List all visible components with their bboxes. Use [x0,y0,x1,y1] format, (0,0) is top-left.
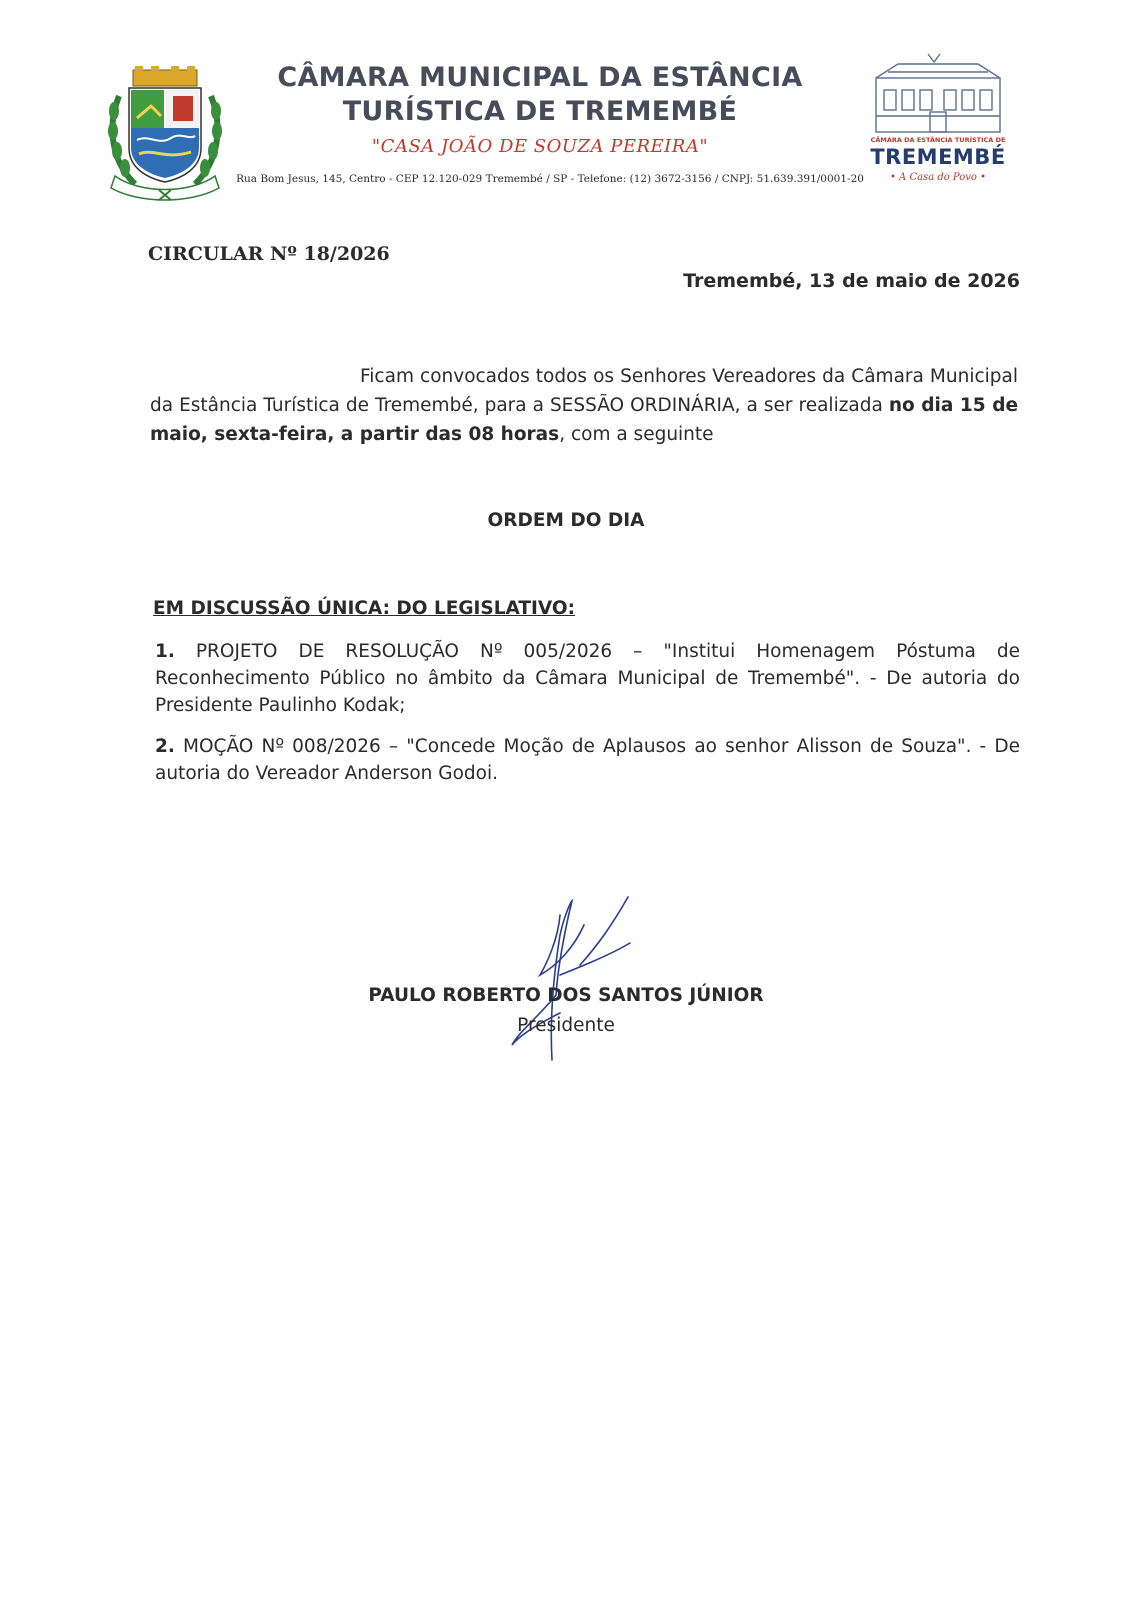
agenda-item-number: 2. [155,736,175,757]
header-title-line2: TURÍSTICA DE TREMEMBÉ [342,96,738,127]
agenda-item-text: PROJETO DE RESOLUÇÃO Nº 005/2026 – "Institui Homenagem Póstuma de Reconhecimento Público no âmbito da Câmara Municipal de Tremembé". - De autoria do Presidente Paulinho Kodak; [155,641,1020,716]
agenda-item-text: MOÇÃO Nº 008/2026 – "Concede Moção de Aplausos ao senhor Alisson de Souza". - De autoria do Vereador Anderson Godoi. [155,736,1020,784]
agenda-title: ORDEM DO DIA [487,510,645,531]
circular-number: CIRCULAR Nº 18/2026 [148,243,390,265]
logo-caption-top: CÂMARA DA ESTÂNCIA TURÍSTICA DE [870,136,1006,144]
header-address: Rua Bom Jesus, 145, Centro - CEP 12.120-029 Tremembé / SP - Telefone: (12) 3672-3156 / CNPJ: 51.639.391/0001-20 [236,173,864,185]
signer-role: Presidente [517,1015,615,1036]
section-title: EM DISCUSSÃO ÚNICA: DO LEGISLATIVO: [153,598,576,619]
document-date: Tremembé, 13 de maio de 2026 [683,270,1020,292]
agenda-item-number: 1. [155,641,175,662]
signer-name: PAULO ROBERTO DOS SANTOS JÚNIOR [368,985,764,1006]
intro-text-part1: Ficam convocados todos os Senhores Vereadores da Câmara Municipal da Estância Turística de Tremembé, para a SESSÃO ORDINÁRIA, a ser realizada [150,366,1018,416]
handwritten-signature [500,895,650,1070]
logo-caption-sub: • A Casa do Povo • [889,172,987,183]
chamber-building-logo-icon [868,50,1008,190]
logo-caption-main: TREMEMBÉ [870,145,1006,169]
convocation-paragraph [150,362,1018,449]
header-title-line1: CÂMARA MUNICIPAL DA ESTÂNCIA [277,62,803,93]
header-motto: "CASA JOÃO DE SOUZA PEREIRA" [371,136,709,157]
intro-text-bold: no dia 15 de maio, sexta-feira, a partir das 08 horas [150,395,1019,445]
agenda-item [155,733,1020,787]
agenda-item [155,638,1020,719]
intro-text-part2: , com a seguinte [559,424,714,445]
